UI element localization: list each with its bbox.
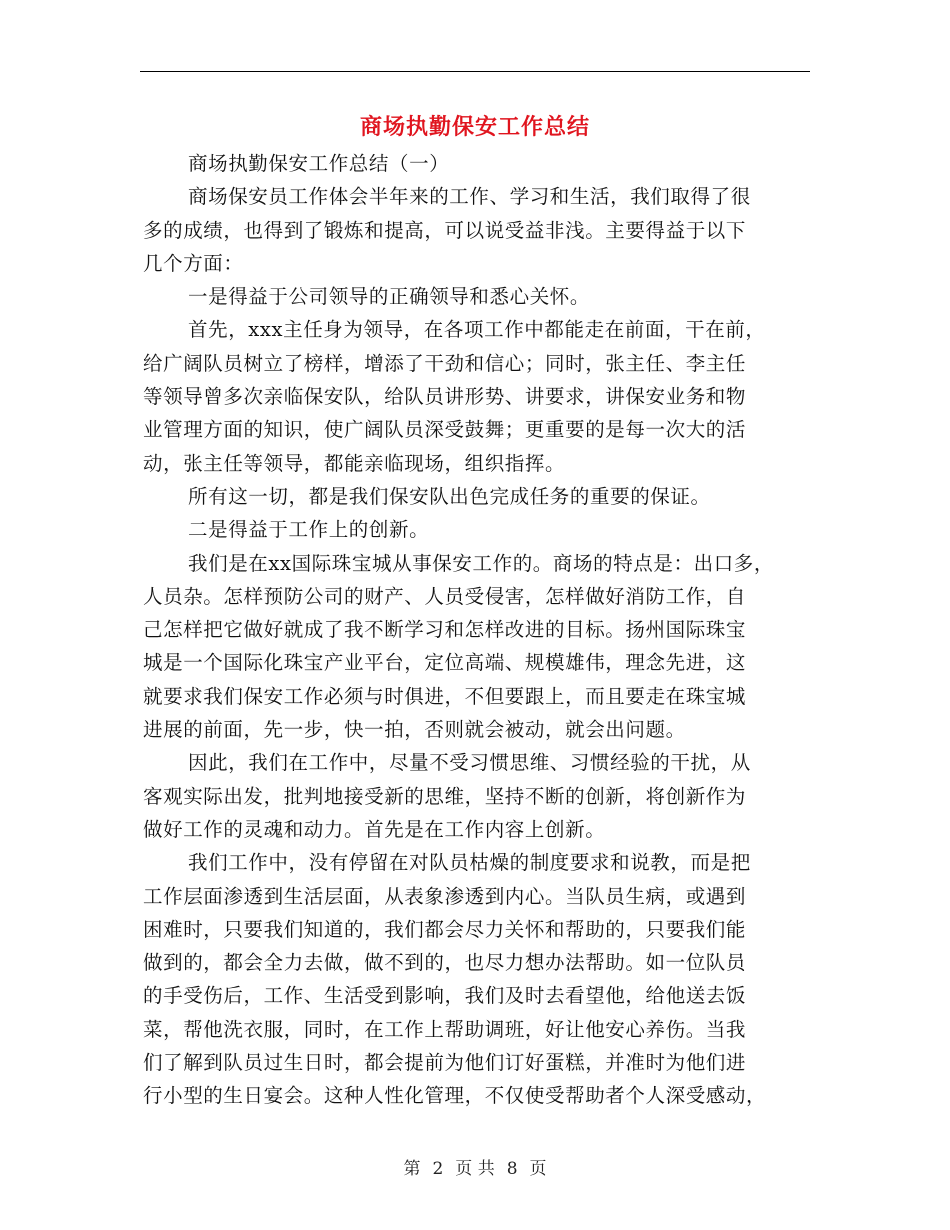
text-line: 等领导曾多次亲临保安队，给队员讲形势、讲要求，讲保安业务和物 <box>143 385 747 409</box>
text-line: 商场执勤保安工作总结（一） <box>188 152 450 175</box>
text-line: 人员杂。怎样预防公司的财产、人员受侵害，怎样做好消防工作，自 <box>143 584 747 608</box>
page-label-suffix: 页 <box>529 1159 547 1179</box>
text-line: 做好工作的灵魂和动力。首先是在工作内容上创新。 <box>143 817 606 841</box>
page-label-prefix: 第 <box>403 1159 421 1179</box>
current-page-number: 2 <box>432 1159 444 1179</box>
text-line: 动，张主任等领导，都能亲临现场，组织指挥。 <box>143 451 566 475</box>
text-line: 所有这一切，都是我们保安队出色完成任务的重要的保证。 <box>188 484 711 508</box>
document-title: 商场执勤保安工作总结 <box>359 114 590 140</box>
text-line: 因此，我们在工作中，尽量不受习惯思维、习惯经验的干扰，从 <box>188 751 751 775</box>
text-line: 我们工作中，没有停留在对队员枯燥的制度要求和说教，而是把 <box>188 851 751 875</box>
text-line: 多的成绩，也得到了锻炼和提高，可以说受益非浅。主要得益于以下 <box>143 218 747 242</box>
text-line: 就要求我们保安工作必须与时俱进，不但要跟上，而且要走在珠宝城 <box>143 684 747 708</box>
header-rule <box>140 71 810 72</box>
page-label-middle: 页 共 <box>455 1159 495 1179</box>
text-line: 几个方面： <box>143 251 244 275</box>
text-line: 给广阔队员树立了榜样，增添了干劲和信心；同时，张主任、李主任 <box>143 351 747 375</box>
text-line: 商场保安员工作体会半年来的工作、学习和生活，我们取得了很 <box>188 185 751 209</box>
text-line: 一是得益于公司领导的正确领导和悉心关怀。 <box>188 285 591 309</box>
total-pages-number: 8 <box>506 1159 518 1179</box>
document-body <box>143 147 815 1113</box>
text-line: 业管理方面的知识，使广阔队员深受鼓舞；更重要的是每一次大的活 <box>143 418 747 442</box>
text-line: 们了解到队员过生日时，都会提前为他们订好蛋糕，并准时为他们进 <box>143 1051 747 1075</box>
text-line: 城是一个国际化珠宝产业平台，定位高端、规模雄伟，理念先进，这 <box>143 651 747 675</box>
text-line: 困难时，只要我们知道的，我们都会尽力关怀和帮助的，只要我们能 <box>143 917 747 941</box>
text-line: 客观实际出发，批判地接受新的思维，坚持不断的创新，将创新作为 <box>143 784 747 808</box>
text-line: 己怎样把它做好就成了我不断学习和怎样改进的目标。扬州国际珠宝 <box>143 618 747 642</box>
page-footer <box>140 1154 810 1179</box>
text-line: 的手受伤后，工作、生活受到影响，我们及时去看望他，给他送去饭 <box>143 984 747 1008</box>
text-line: 行小型的生日宴会。这种人性化管理，不仅使受帮助者个人深受感动， <box>143 1084 767 1108</box>
text-line: 做到的，都会全力去做，做不到的，也尽力想办法帮助。如一位队员 <box>143 951 747 975</box>
text-line: 我们是在xx国际珠宝城从事保安工作的。商场的特点是：出口多， <box>188 551 774 575</box>
text-line: 工作层面渗透到生活层面，从表象渗透到内心。当队员生病，或遇到 <box>143 884 747 908</box>
text-line: 首先，xxx主任身为领导，在各项工作中都能走在前面，干在前， <box>188 318 766 342</box>
text-line: 菜，帮他洗衣服，同时，在工作上帮助调班，好让他安心养伤。当我 <box>143 1017 747 1041</box>
text-line: 二是得益于工作上的创新。 <box>188 518 430 542</box>
text-line: 进展的前面，先一步，快一拍，否则就会被动，就会出问题。 <box>143 718 686 742</box>
